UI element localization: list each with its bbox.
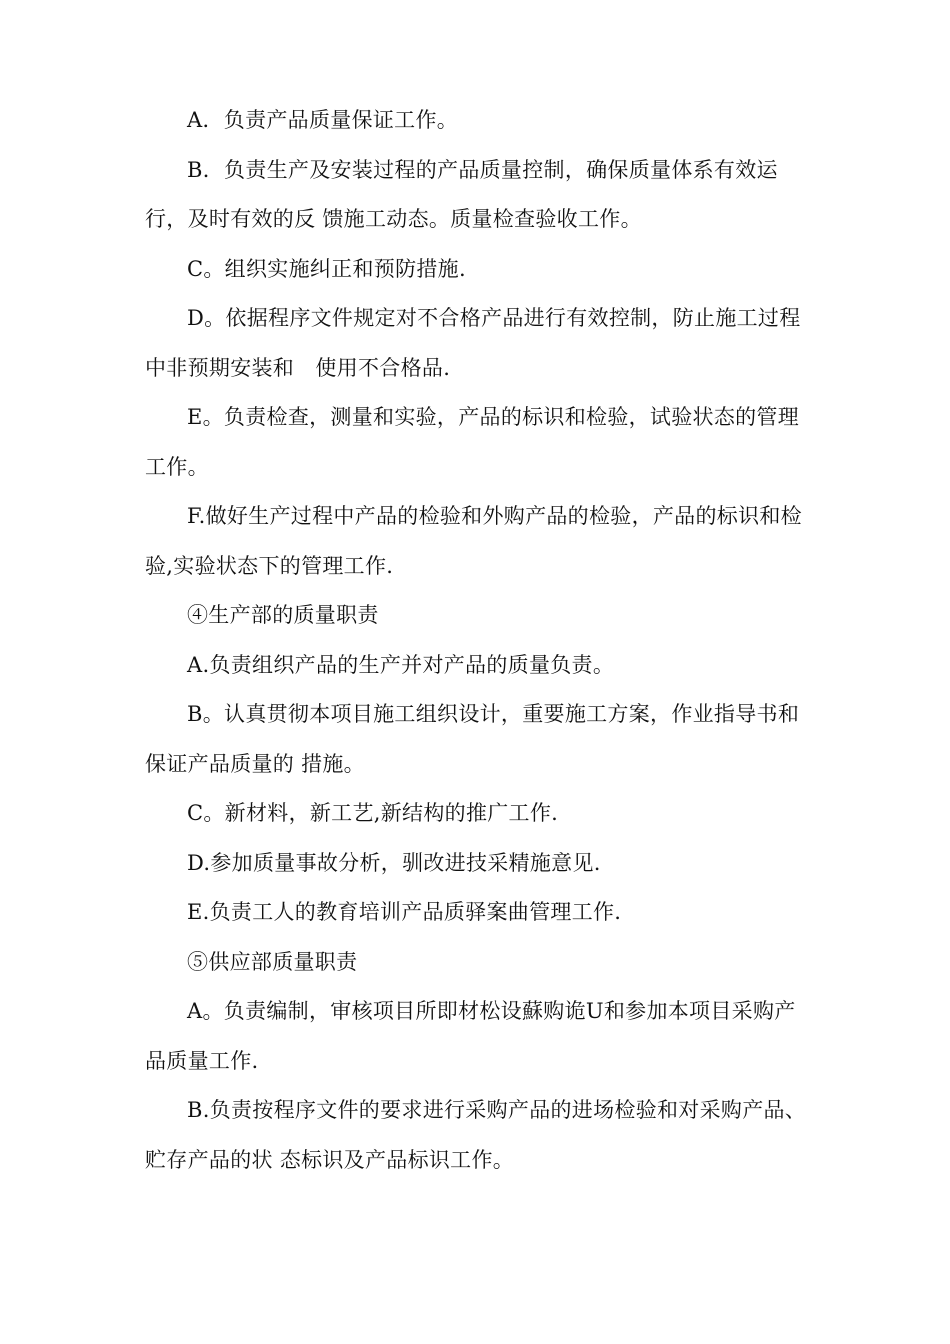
paragraph-production-e: E.负责工人的教育培训产品质驿案曲管理工作. [187,900,622,924]
paragraph-qa-b: B．负责生产及安装过程的产品质量控制，确保质量体系有效运行，及时有效的反 馈施工动态。质量检查验收工作。 [145,157,778,231]
paragraph-qa-f: F.做好生产过程中产品的检验和外购产品的检验，产品的标识和检验,实验状态下的管理工作. [145,504,802,578]
paragraph-supply-b: B.负责按程序文件的要求进行采购产品的进场检验和对采购产品、贮存产品的状 态标识及产品标识工作。 [145,1098,807,1172]
paragraph-production-a: A.负责组织产品的生产并对产品的质量负责。 [187,652,615,677]
section-heading-supply: ⑤供应部质量职责 [187,949,358,974]
paragraph-qa-e: E。负责检查，测量和实验，产品的标识和检验，试验状态的管理工作。 [145,405,800,479]
paragraph-supply-a: A。负责编制，审核项目所即材松设蘇购诡U和参加本项目采购产品质量工作. [145,999,796,1073]
paragraph-production-c: C。新材料，新工艺,新结构的推广工作. [187,801,559,825]
paragraph-production-d: D.参加质量事故分析，驯改进技采精施意见. [187,850,601,875]
paragraph-qa-a: A．负责产品质量保证工作。 [187,108,459,132]
document-body [145,96,815,1185]
paragraph-production-b: B。认真贯彻本项目施工组织设计，重要施工方案，作业指导书和保证产品质量的 措施。 [145,702,800,776]
section-heading-production: ④生产部的质量职责 [187,603,379,627]
paragraph-qa-c: C。组织实施纠正和预防措施. [187,256,466,281]
paragraph-qa-d: D。依据程序文件规定对不合格产品进行有效控制，防止施工过程中非预期安装和 使用不合格品. [145,306,801,380]
